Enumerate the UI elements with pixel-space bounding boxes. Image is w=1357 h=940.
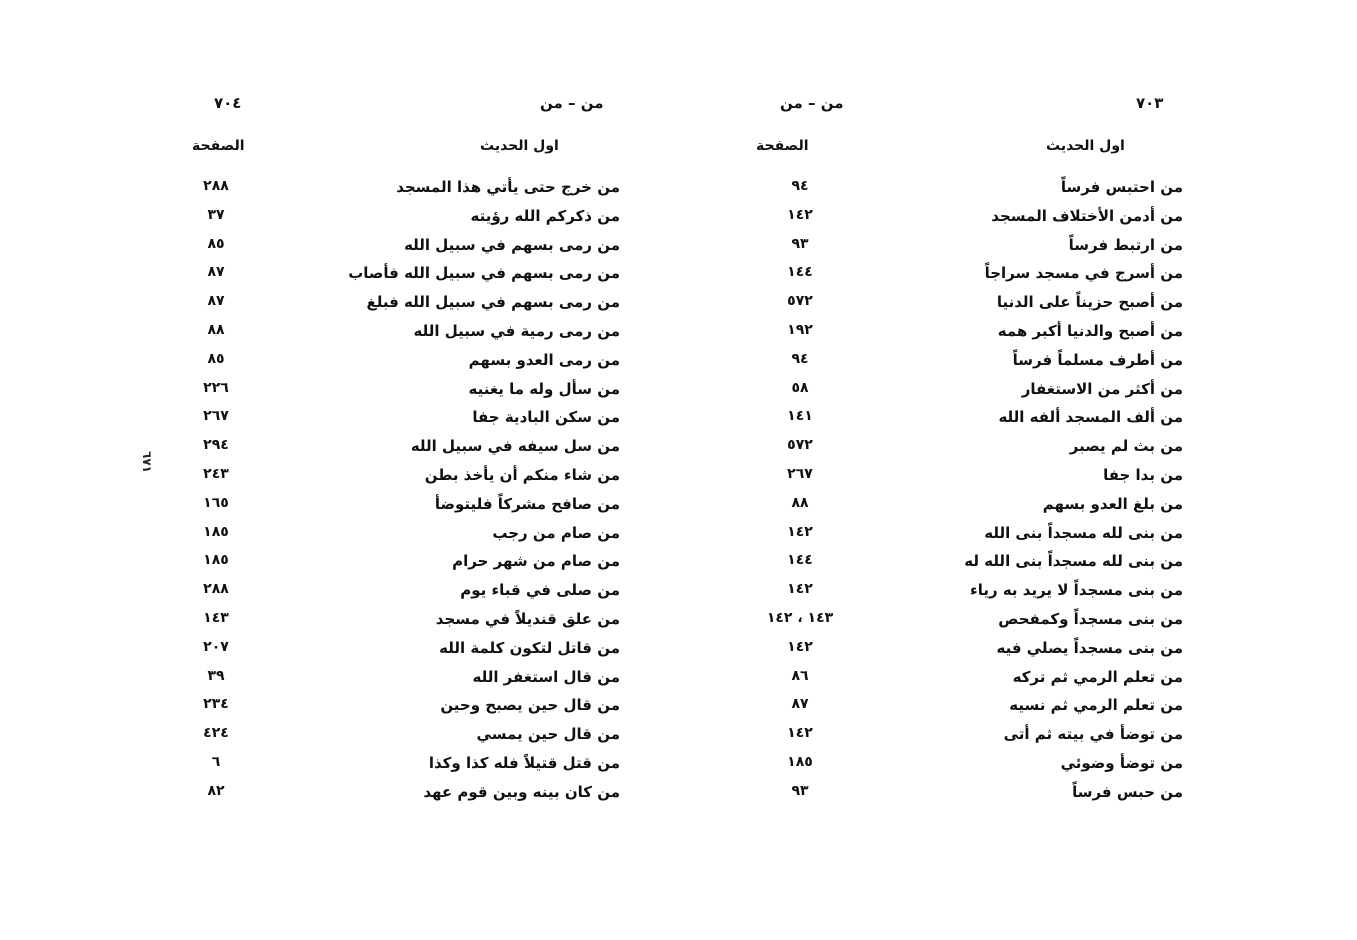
hadith-opening: من صام من رجب — [492, 523, 620, 542]
hadith-opening: من قاتل لتكون كلمة الله — [439, 638, 620, 657]
page-ref: ١٩٢ — [787, 321, 813, 338]
hadith-opening: من بنى مسجداً وكمفحص — [998, 609, 1183, 628]
page-ref: ٨٨ — [207, 321, 225, 338]
index-list — [660, 176, 1357, 810]
index-entry — [660, 234, 1357, 263]
page-ref: ٢٠٧ — [203, 638, 229, 655]
hadith-opening: من تعلم الرمي ثم نسيه — [1009, 696, 1183, 715]
index-entry — [0, 522, 660, 551]
page-ref: ٦ — [211, 753, 221, 770]
page-ref: ٢٢٦ — [203, 379, 229, 396]
page-ref: ١٦٥ — [203, 494, 229, 511]
index-entry — [660, 378, 1357, 407]
hadith-opening: من رمى بسهم في سبيل الله فبلغ — [366, 293, 620, 312]
hadith-opening: من رمى بسهم في سبيل الله — [404, 235, 620, 254]
page-ref: ٨٥ — [207, 235, 225, 252]
hadith-opening: من حبس فرساً — [1072, 782, 1183, 801]
page-ref: ٨٢ — [207, 782, 225, 799]
running-header: من – من — [780, 94, 844, 112]
page-ref: ٩٣ — [791, 782, 809, 799]
hadith-opening: من رمى بسهم في سبيل الله فأصاب — [348, 264, 620, 283]
index-entry — [0, 781, 660, 810]
page-ref: ١٤٢ — [787, 725, 813, 742]
column-header-page: الصفحة — [756, 138, 809, 154]
index-entry — [0, 378, 660, 407]
hadith-opening: من قال استغفر الله — [472, 667, 620, 686]
hadith-opening: من سأل وله ما يغنيه — [468, 379, 620, 398]
hadith-opening: من خرج حتى يأتي هذا المسجد — [396, 178, 620, 196]
page-ref: ٨٦ — [791, 667, 809, 684]
page-ref: ١٨٥ — [203, 523, 229, 540]
index-entry — [660, 349, 1357, 378]
hadith-opening: من بدا جفا — [1103, 465, 1183, 484]
page-ref: ٢٩٤ — [203, 437, 229, 454]
index-entry — [0, 349, 660, 378]
hadith-opening: من احتبس فرساً — [1060, 178, 1183, 196]
index-entry — [0, 608, 660, 637]
index-entry — [0, 435, 660, 464]
index-entry — [0, 262, 660, 291]
column-header-hadith: اول الحديث — [480, 138, 559, 154]
hadith-opening: من ارتبط فرساً — [1068, 235, 1183, 254]
hadith-opening: من بنى لله مسجداً بنى الله له — [964, 552, 1183, 571]
hadith-opening: من قال حين يمسي — [476, 725, 620, 744]
index-entry — [660, 262, 1357, 291]
page-ref: ٥٧٢ — [787, 293, 813, 310]
hadith-opening: من تعلم الرمي ثم تركه — [1012, 667, 1183, 686]
hadith-opening: من أصبح والدنيا أكبر همه — [997, 321, 1183, 340]
index-entry — [660, 723, 1357, 752]
hadith-opening: من صام من شهر حرام — [452, 552, 620, 571]
page-ref: ١٤٢ — [787, 638, 813, 655]
hadith-opening: من صلى في قباء يوم — [460, 581, 620, 600]
index-entry — [660, 406, 1357, 435]
index-entry — [0, 666, 660, 695]
page-ref: ٢٨٨ — [203, 178, 229, 194]
page-ref: ١٤٢ — [787, 581, 813, 598]
hadith-opening: من بنى مسجداً يصلي فيه — [996, 638, 1183, 657]
index-entry — [660, 493, 1357, 522]
hadith-opening: من بنى مسجداً لا يريد به رياء — [970, 581, 1183, 600]
index-entry — [0, 320, 660, 349]
hadith-opening: من قتل قتيلاً فله كذا وكذا — [428, 753, 620, 772]
hadith-opening: من أصبح حزيناً على الدنيا — [996, 293, 1183, 312]
hadith-opening: من أدمن الأختلاف المسجد — [991, 206, 1183, 225]
page-ref: ١٤٤ — [787, 264, 813, 281]
index-entry — [0, 406, 660, 435]
page-ref: ١٨٥ — [787, 753, 813, 770]
index-entry — [0, 234, 660, 263]
page-ref: ٥٨ — [791, 379, 809, 396]
page-ref: ١٤٢ — [787, 523, 813, 540]
hadith-opening: من رمى رمية في سبيل الله — [413, 321, 620, 340]
hadith-opening: من ذكركم الله رؤيته — [470, 206, 620, 225]
page-ref: ٩٣ — [791, 235, 809, 252]
column-header-page: الصفحة — [192, 138, 245, 154]
index-entry — [660, 522, 1357, 551]
page-ref: ٢٤٣ — [203, 465, 229, 482]
index-entry — [660, 291, 1357, 320]
index-entry — [0, 205, 660, 234]
hadith-opening: من كان بينه وبين قوم عهد — [423, 782, 620, 801]
margin-note: ٦٧١ — [139, 451, 154, 473]
index-entry — [660, 176, 1357, 205]
page-ref: ١٤٣ ، ١٤٢ — [766, 609, 834, 626]
hadith-opening: من ألف المسجد ألفه الله — [998, 408, 1183, 427]
hadith-opening: من بنى لله مسجداً بنى الله — [984, 523, 1183, 542]
hadith-opening: من توضأ وضوئي — [1060, 753, 1183, 772]
index-entry — [660, 637, 1357, 666]
left-page — [0, 0, 660, 940]
index-entry — [660, 608, 1357, 637]
page-ref: ٨٨ — [791, 494, 809, 511]
index-entry — [660, 205, 1357, 234]
index-entry — [0, 723, 660, 752]
hadith-opening: من شاء منكم أن يأخذ بطن — [424, 465, 620, 484]
index-entry — [0, 291, 660, 320]
hadith-opening: من أكثر من الاستغفار — [1021, 379, 1183, 398]
page-ref: ٣٧ — [207, 206, 225, 223]
page-ref: ٩٤ — [791, 350, 809, 367]
page-ref: ١٤٢ — [787, 206, 813, 223]
hadith-opening: من قال حين يصبح وحين — [440, 696, 620, 715]
hadith-opening: من صافح مشركاً فليتوضأ — [434, 494, 620, 513]
page-ref: ٩٤ — [791, 178, 809, 194]
index-entry — [0, 694, 660, 723]
index-entry — [0, 493, 660, 522]
index-entry — [0, 176, 660, 205]
right-page — [660, 0, 1357, 940]
page-ref: ١٤٤ — [787, 552, 813, 569]
index-entry — [660, 320, 1357, 349]
column-header-hadith: اول الحديث — [1046, 138, 1125, 154]
page-ref: ٨٧ — [207, 264, 225, 281]
index-entry — [660, 752, 1357, 781]
hadith-opening: من سكن البادية جفا — [472, 408, 620, 427]
page-number: ٧٠٤ — [214, 94, 242, 112]
page-ref: ٨٧ — [791, 696, 809, 713]
running-header: من – من — [540, 94, 604, 112]
hadith-opening: من بث لم يصبر — [1069, 437, 1183, 456]
index-entry — [0, 637, 660, 666]
index-entry — [660, 694, 1357, 723]
page-ref: ١٤١ — [787, 408, 813, 425]
index-entry — [660, 579, 1357, 608]
index-entry — [0, 579, 660, 608]
page-ref: ١٨٥ — [203, 552, 229, 569]
index-entry — [660, 781, 1357, 810]
page-number: ٧٠٣ — [1136, 94, 1164, 112]
index-entry — [660, 435, 1357, 464]
index-list — [0, 176, 660, 810]
page-ref: ٥٧٢ — [787, 437, 813, 454]
page-ref: ٨٧ — [207, 293, 225, 310]
page-ref: ١٤٣ — [203, 609, 229, 626]
hadith-opening: من بلغ العدو بسهم — [1042, 494, 1183, 513]
page-ref: ٢٨٨ — [203, 581, 229, 598]
page-ref: ٤٢٤ — [203, 725, 229, 742]
hadith-opening: من توضأ في بيته ثم أتى — [1003, 725, 1183, 744]
index-entry — [0, 752, 660, 781]
index-entry — [0, 550, 660, 579]
hadith-opening: من رمى العدو بسهم — [468, 350, 620, 369]
hadith-opening: من علق قنديلاً في مسجد — [435, 609, 620, 628]
index-entry — [660, 464, 1357, 493]
hadith-opening: من أطرف مسلماً فرساً — [1012, 350, 1183, 369]
index-entry — [660, 550, 1357, 579]
page-ref: ٨٥ — [207, 350, 225, 367]
hadith-opening: من أسرج في مسجد سراجاً — [984, 264, 1183, 283]
hadith-opening: من سل سيفه في سبيل الله — [410, 437, 620, 456]
index-entry — [660, 666, 1357, 695]
index-entry — [0, 464, 660, 493]
page-ref: ٢٦٧ — [203, 408, 229, 425]
page-ref: ٣٩ — [207, 667, 225, 684]
page-ref: ٢٣٤ — [203, 696, 229, 713]
page-ref: ٢٦٧ — [787, 465, 813, 482]
